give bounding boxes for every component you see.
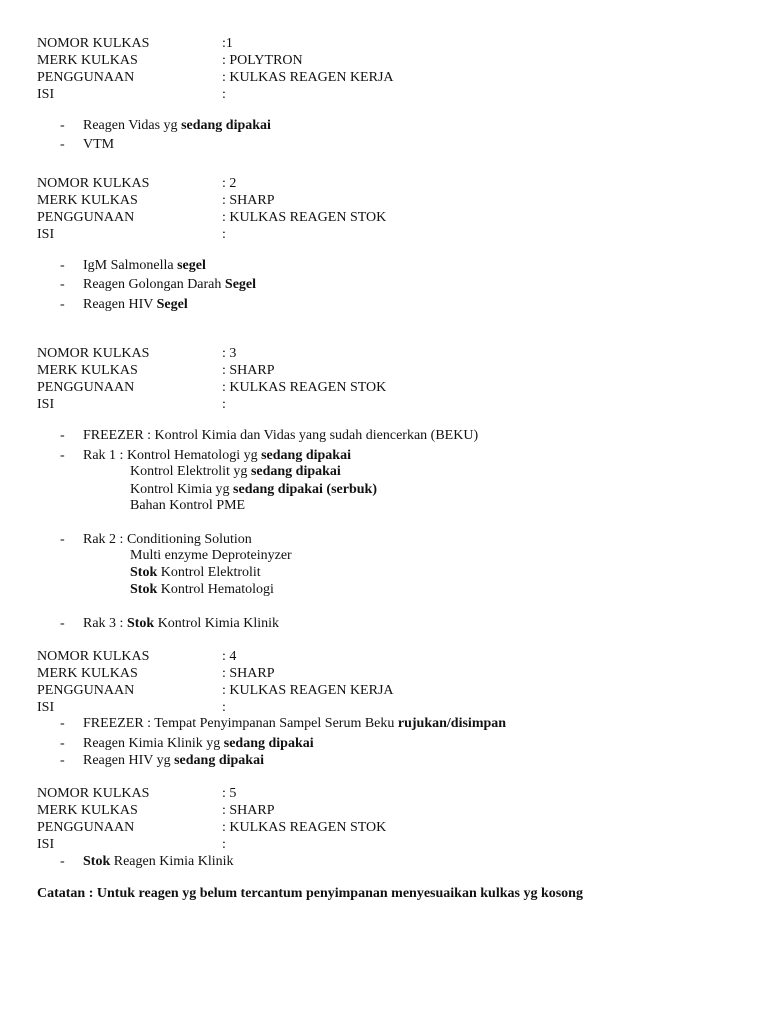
field-value: : SHARP xyxy=(222,363,275,378)
bullet-dash: - xyxy=(60,258,65,273)
field-label: NOMOR KULKAS xyxy=(37,36,150,51)
text-segment: Kontrol Elektrolit yg xyxy=(130,464,251,479)
item-text xyxy=(83,257,206,274)
text-segment: Reagen Kimia Klinik xyxy=(110,854,234,869)
field-label: PENGGUNAAN xyxy=(37,70,135,85)
field-value: :1 xyxy=(222,36,233,51)
sub-line xyxy=(130,497,245,514)
bullet-dash: - xyxy=(60,616,65,631)
field-value: : xyxy=(222,397,226,412)
item-text xyxy=(83,117,271,134)
text-segment: Reagen HIV xyxy=(83,297,157,312)
field-label: NOMOR KULKAS xyxy=(37,346,150,361)
text-segment: IgM Salmonella xyxy=(83,258,178,273)
text-segment: Multi enzyme Deproteinyzer xyxy=(130,548,292,563)
text-segment: VTM xyxy=(83,137,115,152)
bullet-dash: - xyxy=(60,118,65,133)
item-text xyxy=(83,853,234,870)
item-text xyxy=(83,615,279,632)
field-value: : 3 xyxy=(222,346,237,361)
item-text xyxy=(83,531,252,548)
field-label: PENGGUNAAN xyxy=(37,380,135,395)
text-segment: Kontrol Kimia Klinik xyxy=(154,616,280,631)
text-segment: Bahan Kontrol PME xyxy=(130,498,246,513)
field-value: : xyxy=(222,227,226,242)
item-text xyxy=(83,136,114,153)
field-label: ISI xyxy=(37,397,55,412)
field-label: ISI xyxy=(37,700,55,715)
item-text xyxy=(83,752,264,769)
text-segment: Rak 2 : Conditioning Solution xyxy=(83,532,252,547)
item-text xyxy=(83,735,314,752)
text-segment: Reagen Kimia Klinik yg xyxy=(83,736,224,751)
field-value: : SHARP xyxy=(222,666,275,681)
text-segment: Reagen HIV yg xyxy=(83,753,175,768)
text-segment: Kontrol Kimia yg xyxy=(130,482,234,497)
bullet-dash: - xyxy=(60,854,65,869)
text-segment: Kontrol Elektrolit xyxy=(157,565,261,580)
bold-text: Stok xyxy=(130,582,158,597)
field-label: NOMOR KULKAS xyxy=(37,786,150,801)
bullet-dash: - xyxy=(60,428,65,443)
field-label: MERK KULKAS xyxy=(37,193,138,208)
bold-text: sedang dipakai (serbuk) xyxy=(233,482,377,497)
field-value: : KULKAS REAGEN STOK xyxy=(222,380,387,395)
bold-text: rujukan/disimpan xyxy=(397,716,507,731)
field-label: ISI xyxy=(37,227,55,242)
item-text xyxy=(83,715,506,732)
bold-text: sedang dipakai xyxy=(250,464,341,479)
bullet-dash: - xyxy=(60,753,65,768)
field-label: NOMOR KULKAS xyxy=(37,649,150,664)
bold-text: Segel xyxy=(224,277,257,292)
bold-text: sedang dipakai xyxy=(181,118,271,133)
field-value: : KULKAS REAGEN KERJA xyxy=(222,70,394,85)
bullet-dash: - xyxy=(60,137,65,152)
sub-line xyxy=(130,547,292,564)
field-label: PENGGUNAAN xyxy=(37,683,135,698)
field-value: : xyxy=(222,700,226,715)
text-segment: Reagen Vidas yg xyxy=(83,118,182,133)
field-label: MERK KULKAS xyxy=(37,53,138,68)
field-label: ISI xyxy=(37,87,55,102)
text-segment: Reagen Golongan Darah xyxy=(83,277,225,292)
bold-text: Stok xyxy=(130,565,158,580)
sub-line xyxy=(130,581,274,598)
bullet-dash: - xyxy=(60,532,65,547)
field-value: : 5 xyxy=(222,786,237,801)
sub-line xyxy=(130,481,377,498)
field-value: : SHARP xyxy=(222,193,275,208)
bold-text: sedang dipakai xyxy=(174,753,264,768)
item-text xyxy=(83,427,478,444)
field-value: : 2 xyxy=(222,176,237,191)
field-label: MERK KULKAS xyxy=(37,803,138,818)
field-value: : xyxy=(222,837,226,852)
text-segment: FREEZER : Kontrol Kimia dan Vidas yang sudah diencerkan (BEKU) xyxy=(83,428,479,443)
sub-line xyxy=(130,463,341,480)
bold-text: Segel xyxy=(156,297,188,312)
field-label: MERK KULKAS xyxy=(37,666,138,681)
text-segment: Rak 1 : Kontrol Hematologi yg xyxy=(83,448,262,463)
text-segment: Rak 3 : xyxy=(83,616,127,631)
field-value: : SHARP xyxy=(222,803,275,818)
text-segment: FREEZER : Tempat Penyimpanan Sampel Serum Beku xyxy=(83,716,398,731)
bold-text: segel xyxy=(177,258,206,273)
bullet-dash: - xyxy=(60,277,65,292)
item-text xyxy=(83,296,188,313)
bold-text: sedang dipakai xyxy=(261,448,351,463)
field-label: PENGGUNAAN xyxy=(37,210,135,225)
sub-line xyxy=(130,564,261,581)
text-segment: Kontrol Hematologi xyxy=(157,582,274,597)
bullet-dash: - xyxy=(60,736,65,751)
field-value: : KULKAS REAGEN KERJA xyxy=(222,683,394,698)
bullet-dash: - xyxy=(60,448,65,463)
field-value: : xyxy=(222,87,226,102)
bullet-dash: - xyxy=(60,297,65,312)
field-value: : 4 xyxy=(222,649,237,664)
item-text xyxy=(83,276,256,293)
field-value: : KULKAS REAGEN STOK xyxy=(222,820,387,835)
bold-text: Stok xyxy=(83,854,111,869)
field-value: : KULKAS REAGEN STOK xyxy=(222,210,387,225)
item-text xyxy=(83,447,351,464)
bold-text: sedang dipakai xyxy=(223,736,314,751)
field-label: PENGGUNAAN xyxy=(37,820,135,835)
catatan-note: Catatan : Untuk reagen yg belum tercantum penyimpanan menyesuaikan kulkas yg kosong xyxy=(37,886,583,901)
bold-text: Stok xyxy=(126,616,155,631)
field-label: ISI xyxy=(37,837,55,852)
bullet-dash: - xyxy=(60,716,65,731)
field-label: MERK KULKAS xyxy=(37,363,138,378)
field-value: : POLYTRON xyxy=(222,53,303,68)
field-label: NOMOR KULKAS xyxy=(37,176,150,191)
